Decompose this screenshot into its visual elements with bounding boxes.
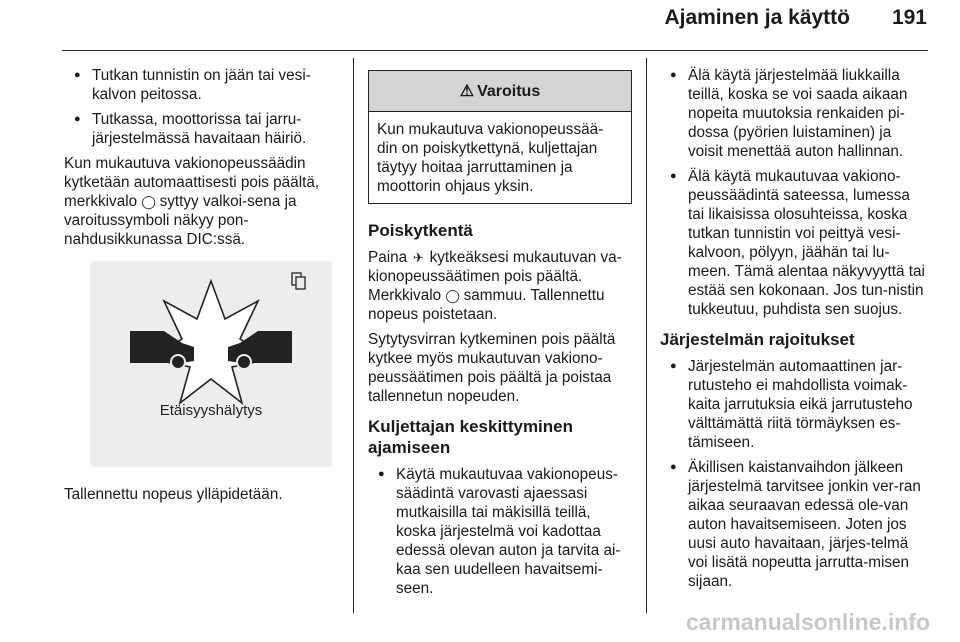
chapter-title: Ajaminen ja käyttö — [664, 6, 850, 29]
paragraph: Tallennettu nopeus ylläpidetään. — [64, 486, 283, 503]
paragraph: Kun mukautuva vakionopeussäädin kytketään automaattisesti pois päältä, merkkivalo ◯ syttyy valkoi-sena ja varoitussymboli näkyy pon-nahdusikkunassa DIC:ssä. — [64, 155, 320, 248]
paragraph: Paina ✈ kytkeäksesi mukautuvan va-kionopeussäätimen pois päältä. Merkkivalo ◯ sammuu. Tallennettu nopeus poistetaan. — [368, 249, 622, 323]
list-item: ● Äkillisen kaistanvaihdon jälkeen järjestelmä tarvitsee jonkin ver-ran aikaa seuraavan edessä ole-van auton havaitsemiseen. Joten jos uusi auto havaitaan, järjes-telmä voi lisätä nopeutta jarrutta-misen sijaan. — [660, 458, 928, 591]
collision-alert-figure — [90, 261, 332, 467]
section-heading: Poiskytkentä — [368, 221, 473, 240]
section-heading: Järjestelmän rajoitukset — [660, 330, 855, 349]
column-2 — [368, 66, 632, 604]
collision-alert-illustration — [90, 261, 332, 467]
header-rule — [62, 50, 928, 51]
warning-text: Kun mukautuva vakionopeussää-din on poiskytkettynä, kuljettajan täytyy hoitaa jarruttaminen ja moottorin ohjaus yksin. — [377, 121, 604, 195]
column-1 — [64, 66, 342, 510]
cruise-indicator-icon: ◯ — [445, 288, 460, 303]
section-heading: Kuljettajan keskittyminen ajamiseen — [368, 417, 574, 457]
paragraph: Sytytysvirran kytkeminen pois päältä kytkee myös mukautuvan vakiono-peussäätimen pois päältä ja poistaa tallennetun nopeuden. — [368, 331, 616, 405]
watermark: carmanualsonline.info — [685, 609, 930, 635]
list-item: ● Tutkassa, moottorissa tai jarru-järjestelmässä havaitaan häiriö. — [64, 110, 342, 148]
column-divider — [646, 58, 647, 613]
list-item: ● Älä käytä järjestelmää liukkailla teillä, koska se voi saada aikaan nopeita muutoksia renkaiden pi-dossa (pyörien luistaminen) ja voisit menettää auton hallinnan. — [660, 66, 928, 161]
page-number: 191 — [891, 6, 927, 29]
warning-icon: ⚠ — [459, 82, 475, 100]
warning-box — [368, 70, 632, 204]
column-divider — [353, 58, 354, 613]
list-item: ● Järjestelmän automaattinen jar-rutusteho ei mahdollista voimak-kaita jarrutuksia eikä jarrutusteho välttämättä riitä törmäyksen es-tämiseen. — [660, 357, 928, 452]
column-3 — [660, 66, 928, 597]
figure-label: Etäisyyshälytys — [159, 402, 263, 419]
cruise-indicator-icon: ◯ — [141, 194, 156, 209]
cruise-cancel-button-icon: ✈ — [412, 250, 424, 265]
list-item: ● Käytä mukautuvaa vakionopeus-säädintä varovasti ajaessasi mutkaisilla tai mäkisillä teillä, koska järjestelmä voi kadottaa edessä olevan auton ja tarvita ai-kaa sen uudelleen havaitsemi-seen. — [368, 465, 632, 598]
warning-header: ⚠ Varoitus — [369, 71, 631, 112]
list-item: ● Älä käytä mukautuvaa vakiono-peussäädintä sateessa, lumessa tai likaisissa olosuhteissa, koska tutkan tunnistin voi peittyä vesi-kalvoon, pölyyn, jäähän tai lu-meen. Tämä alentaa näkyvyyttä tai estää sen kokonaan. Jos tun-nistin tukkeutuu, puhdista sen suojus. — [660, 167, 928, 319]
list-item: ● Tutkan tunnistin on jään tai vesi-kalvon peitossa. — [64, 66, 342, 104]
